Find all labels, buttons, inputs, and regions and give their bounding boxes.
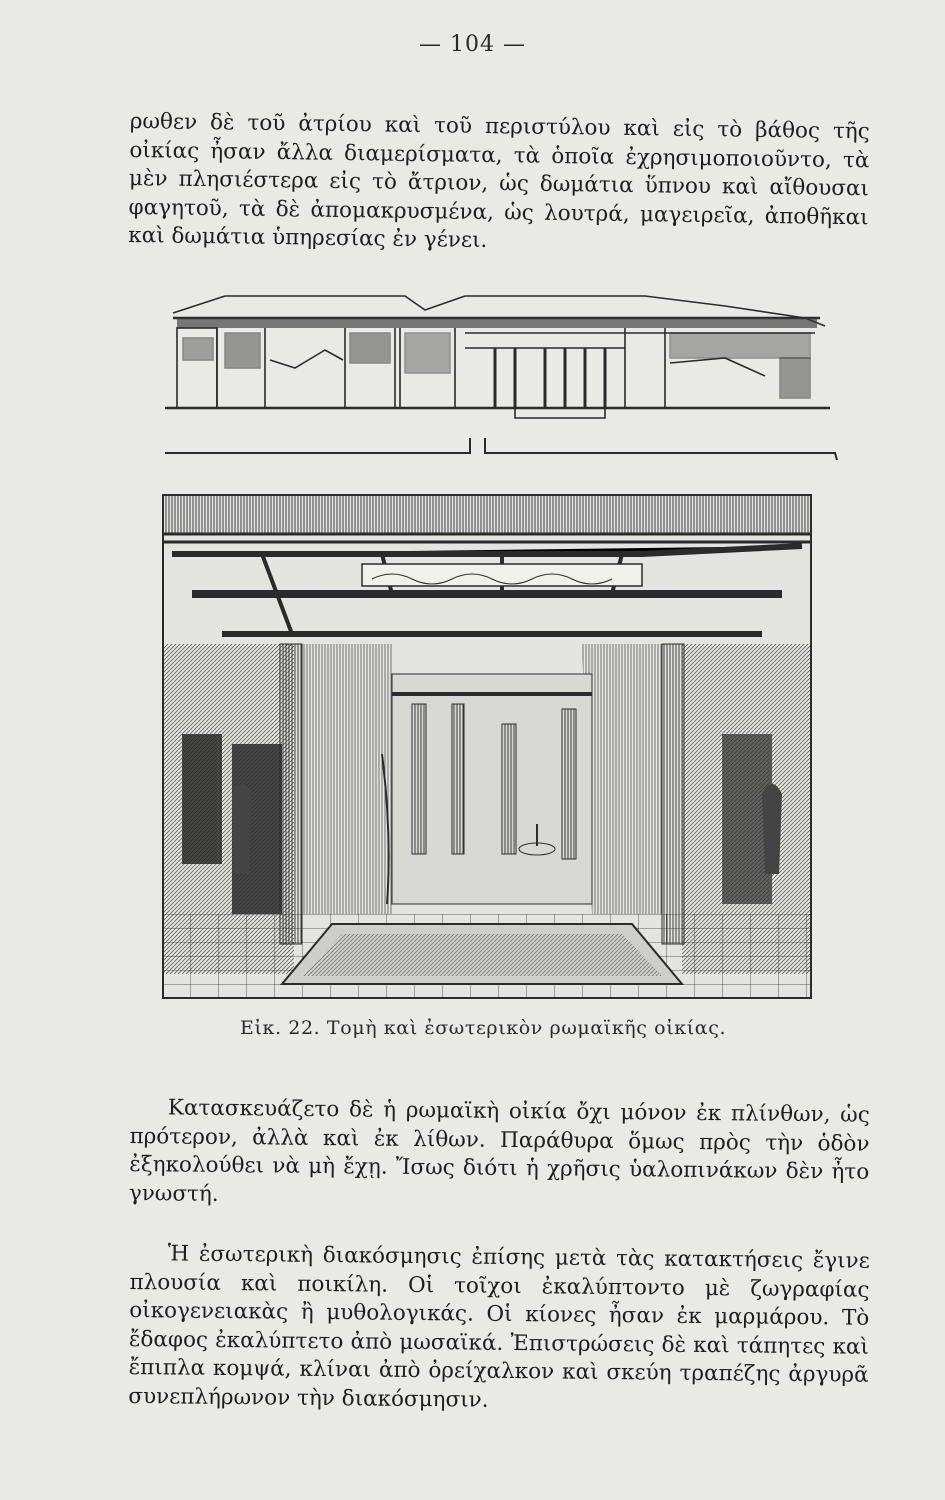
paragraph-decoration: Ἡ ἐσωτερικὴ διακόσμησις ἐπίσης μετὰ τὰς κατακτήσεις ἔγινε πλουσία καὶ ποικίλη. Οἱ τοῖχοι ἐκαλύπτοντο μὲ ζωγραφίας οἰκογενειακὰς ἢ μυθολογικάς. Οἱ κίονες ἦσαν ἐκ μαρμάρου. Τὸ ἔδαφος ἐκαλύπτετο ἀπὸ μωσαϊκά. Ἐπιστρώσεις δὲ καὶ τάπητες καὶ ἔπιπλα κομψά, κλίναι ἀπὸ ὀρείχαλκον καὶ σκεύη τραπέζης ἀργυρᾶ συνεπλήρωνον τὴν διακόσμησιν. bbox=[128, 1240, 870, 1412]
page-number: — 104 — bbox=[419, 32, 526, 57]
house-section-drawing bbox=[165, 288, 855, 473]
paragraph-continuation: ρωθεν δὲ τοῦ ἀτρίου καὶ τοῦ περιστύλου καὶ εἰς τὸ βάθος τῆς οἰκίας ἦσαν ἄλλα διαμερίσματα, τὰ ὁποῖα ἐχρησιμοποιοῦντο, τὰ μὲν πλησιέστερα εἰς τὸ ἄτριον, ὡς δωμάτια ὕπνου καὶ αἴθουσαι φαγητοῦ, τὰ δὲ ἀπομακρυσμένα, ὡς λουτρά, μαγειρεῖα, ἀποθῆκαι καὶ δωμάτια ὑπηρεσίας ἐν γένει. bbox=[128, 108, 870, 253]
figure-caption: Εἰκ. 22. Τομὴ καὶ ἐσωτερικὸν ρωμαϊκῆς οἰκίας. bbox=[240, 1017, 727, 1039]
paragraph-construction: Κατασκευάζετο δὲ ἡ ρωμαϊκὴ οἰκία ὄχι μόνον ἐκ πλίνθων, ὡς πρότερον, ἀλλὰ καὶ ἐκ λίθων. Παράθυρα ὅμως πρὸς τὴν ὁδὸν ἐξηκολούθει νὰ μὴ ἔχῃ. Ἴσως διότι ἡ χρῆσις ὑαλοπινάκων δὲν ἦτο γνωστή. bbox=[128, 1094, 870, 1206]
house-interior-engraving bbox=[162, 494, 812, 999]
